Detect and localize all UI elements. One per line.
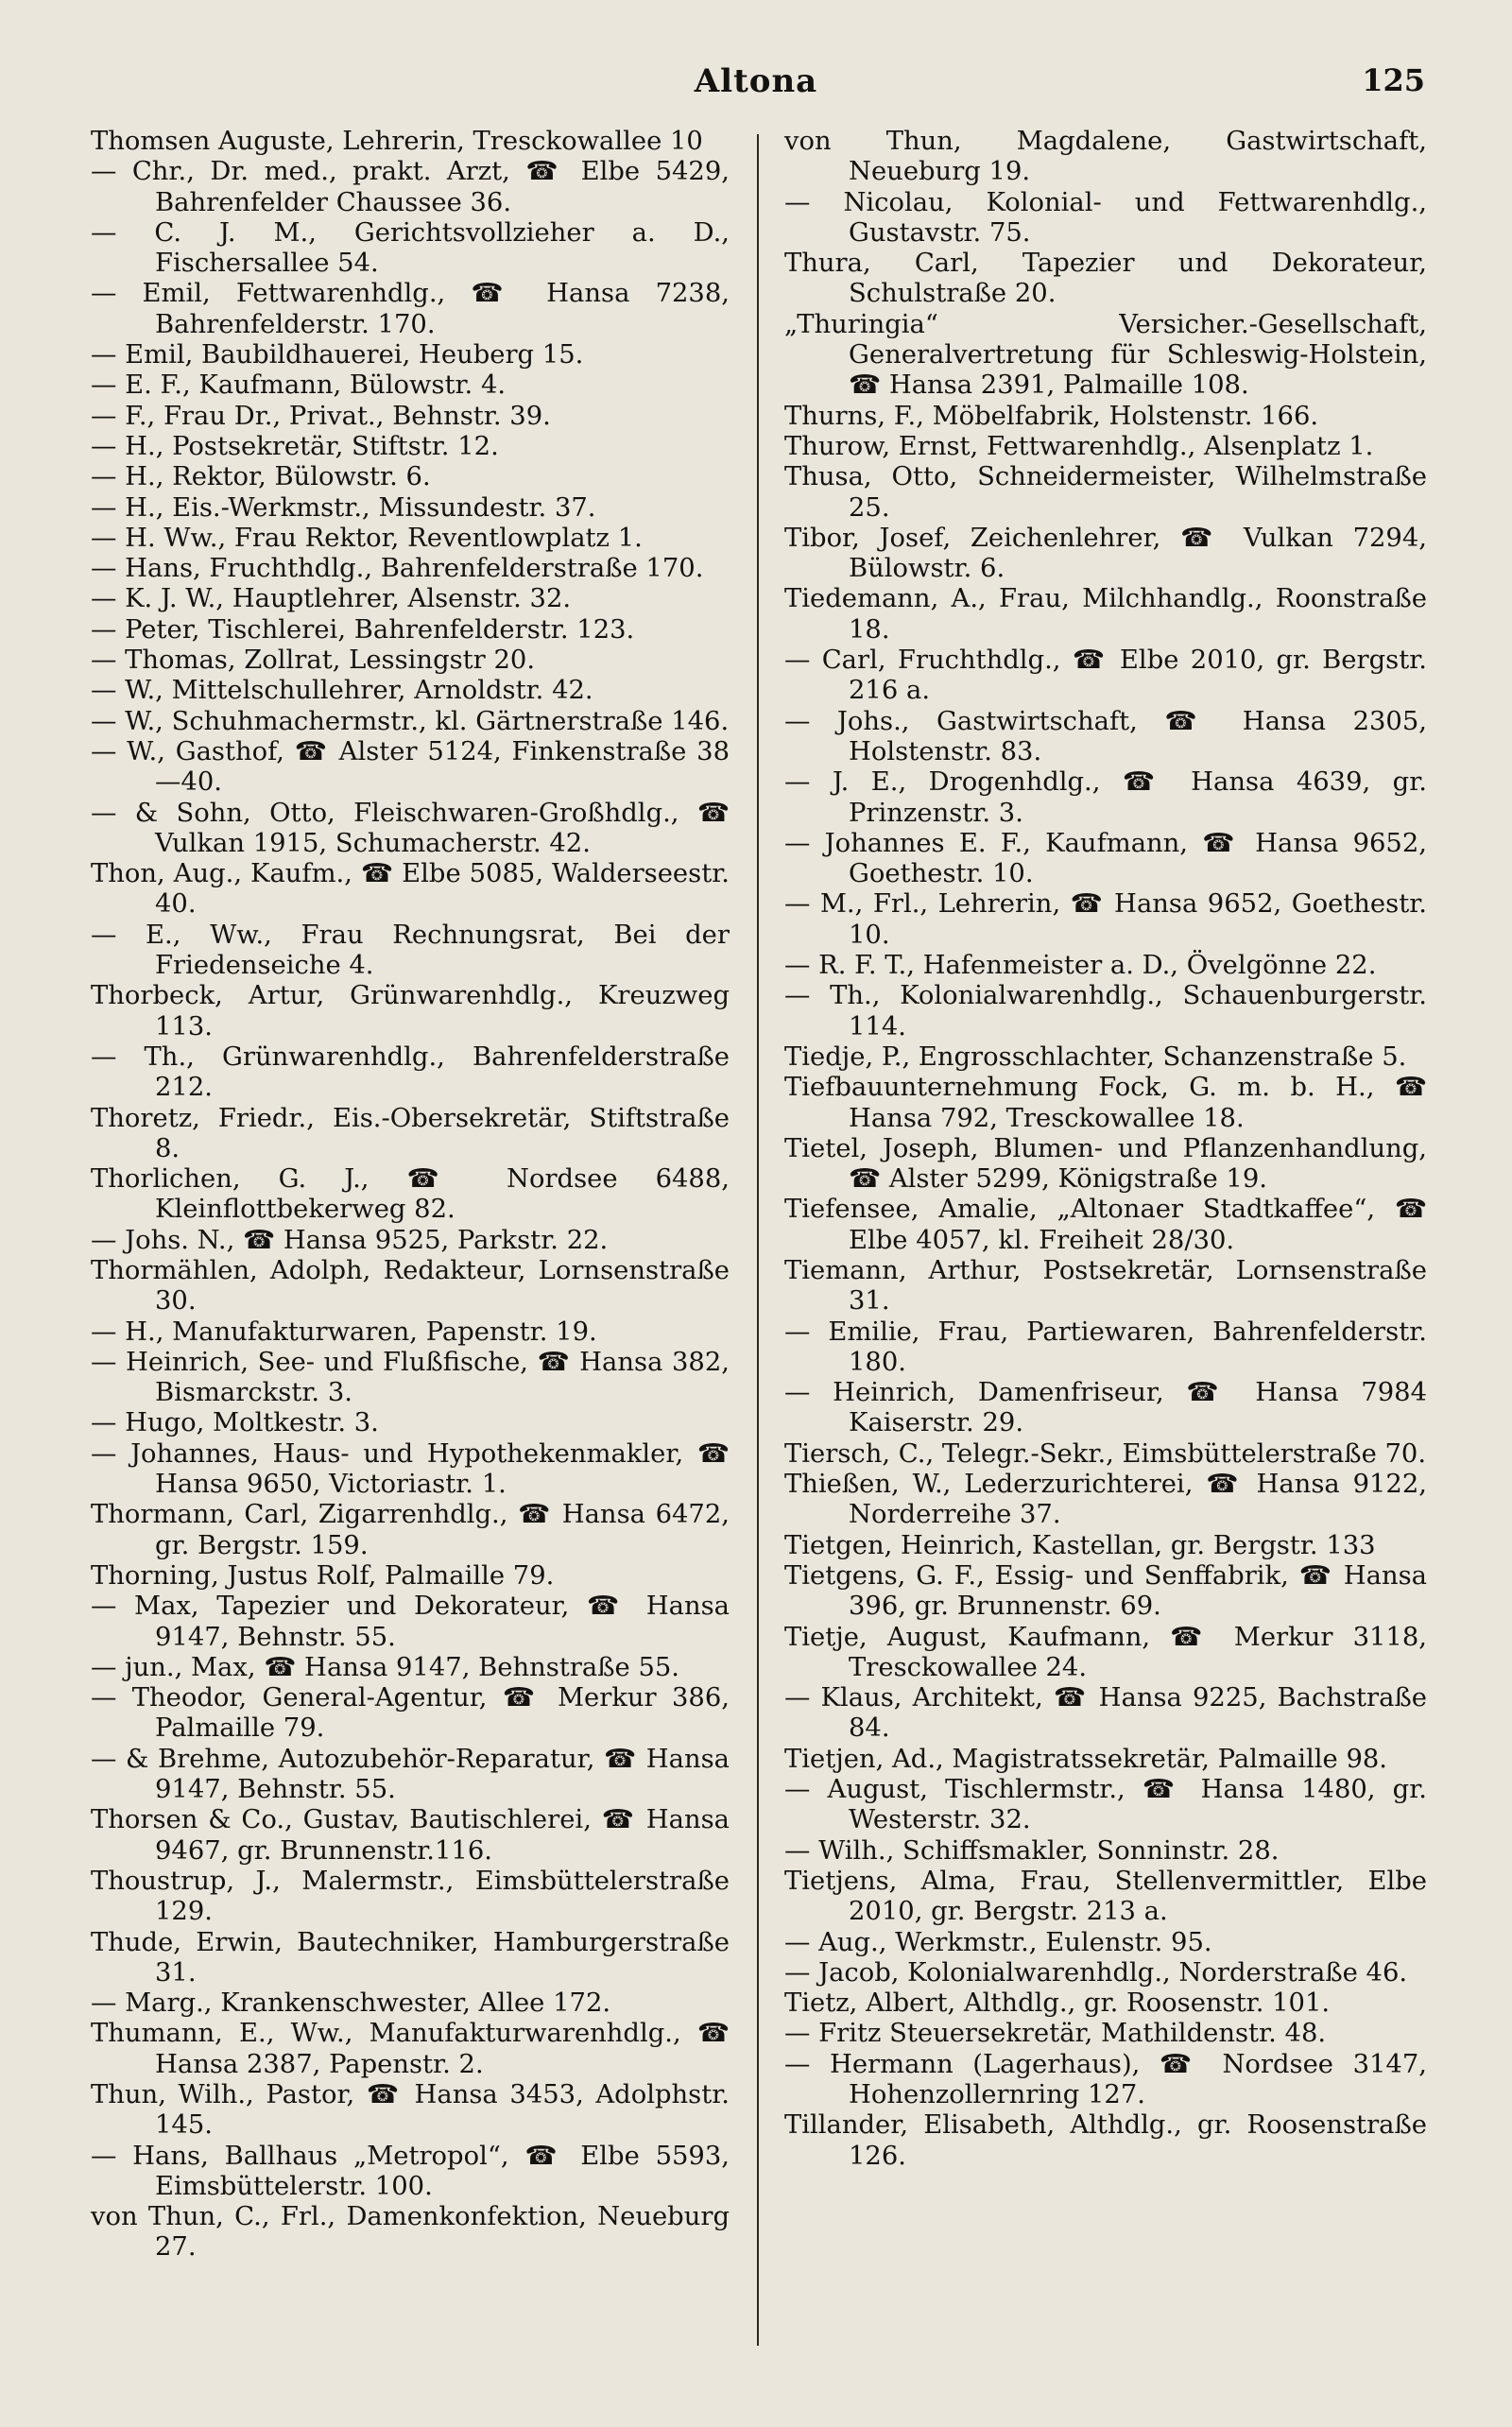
- directory-entry: — W., Schuhmachermstr., kl. Gärtnerstraße 146.: [91, 706, 730, 736]
- directory-entry: Tiefensee, Amalie, „Altonaer Stadtkaffee“, ☎ Elbe 4057, kl. Freiheit 28/30.: [784, 1195, 1427, 1255]
- directory-entry: — Johs., Gastwirtschaft, ☎ Hansa 2305, Holstenstr. 83.: [784, 706, 1427, 766]
- directory-entry: Thoustrup, J., Malermstr., Eimsbüttelerstraße 129.: [91, 1866, 730, 1927]
- directory-entry: — August, Tischlermstr., ☎ Hansa 1480, gr. Westerstr. 32.: [784, 1775, 1427, 1835]
- directory-entry: — Hans, Fruchthdlg., Bahrenfelderstraße 170.: [91, 554, 704, 584]
- directory-entry: — jun., Max, ☎ Hansa 9147, Behnstraße 55.: [91, 1652, 680, 1682]
- directory-entry: — Fritz Steuersekretär, Mathildenstr. 48.: [784, 2019, 1327, 2049]
- directory-entry: — Hermann (Lagerhaus), ☎ Nordsee 3147, Hohenzollernring 127.: [784, 2049, 1427, 2109]
- directory-entry: Thorbeck, Artur, Grünwarenhdlg., Kreuzweg 113.: [91, 981, 730, 1041]
- directory-entry: Tiersch, C., Telegr.-Sekr., Eimsbüttelerstraße 70.: [784, 1438, 1427, 1469]
- directory-entry: von Thun, C., Frl., Damenkonfektion, Neueburg 27.: [91, 2202, 730, 2263]
- directory-entry: Thurow, Ernst, Fettwarenhdlg., Alsenplatz 1.: [784, 431, 1374, 461]
- directory-entry: — & Sohn, Otto, Fleischwaren-Großhdlg., ☎ Vulkan 1915, Schumacherstr. 42.: [91, 798, 730, 858]
- directory-entry: Tibor, Josef, Zeichenlehrer, ☎ Vulkan 7294, Bülowstr. 6.: [784, 523, 1427, 584]
- directory-entry: — Carl, Fruchthdlg., ☎ Elbe 2010, gr. Bergstr. 216 a.: [784, 645, 1427, 706]
- directory-entry: — H., Eis.-Werkmstr., Missundestr. 37.: [91, 492, 596, 523]
- directory-entry: — Emil, Fettwarenhdlg., ☎ Hansa 7238, Bahrenfelderstr. 170.: [91, 279, 730, 339]
- directory-entry: — H., Rektor, Bülowstr. 6.: [91, 462, 431, 492]
- directory-entry: Thormählen, Adolph, Redakteur, Lornsenstraße 30.: [91, 1255, 730, 1317]
- directory-entry: — Emil, Baubildhauerei, Heuberg 15.: [91, 340, 584, 370]
- directory-entry: — Chr., Dr. med., prakt. Arzt, ☎ Elbe 5429, Bahrenfelder Chaussee 36.: [91, 157, 730, 217]
- directory-entry: — Heinrich, See- und Flußfische, ☎ Hansa 382, Bismarckstr. 3.: [91, 1347, 730, 1408]
- directory-entry: Tiemann, Arthur, Postsekretär, Lornsenstraße 31.: [784, 1255, 1427, 1317]
- directory-entry: — H., Manufakturwaren, Papenstr. 19.: [91, 1317, 597, 1347]
- directory-entry: Tietje, August, Kaufmann, ☎ Merkur 3118, Tresckowallee 24.: [784, 1622, 1427, 1682]
- left-column: [91, 127, 730, 2263]
- directory-entry: — Theodor, General-Agentur, ☎ Merkur 386, Palmaille 79.: [91, 1683, 730, 1744]
- directory-entry: Tietjens, Alma, Frau, Stellenvermittler, Elbe 2010, gr. Bergstr. 213 a.: [784, 1866, 1427, 1927]
- directory-entry: — E., Ww., Frau Rechnungsrat, Bei der Friedenseiche 4.: [91, 920, 730, 981]
- directory-entry: — C. J. M., Gerichtsvollzieher a. D., Fischersallee 54.: [91, 217, 730, 279]
- directory-entry: — Marg., Krankenschwester, Allee 172.: [91, 1988, 611, 2019]
- directory-entry: Tiedje, P., Engrosschlachter, Schanzenstraße 5.: [784, 1041, 1407, 1072]
- directory-entry: Thurns, F., Möbelfabrik, Holstenstr. 166.: [784, 401, 1319, 431]
- directory-entry: Thorsen & Co., Gustav, Bautischlerei, ☎ Hansa 9467, gr. Brunnenstr.116.: [91, 1805, 730, 1866]
- directory-entry: Thormann, Carl, Zigarrenhdlg., ☎ Hansa 6472, gr. Bergstr. 159.: [91, 1500, 730, 1560]
- column-divider: [757, 134, 759, 2346]
- directory-entry: — K. J. W., Hauptlehrer, Alsenstr. 32.: [91, 584, 572, 614]
- directory-entry: „Thuringia“ Versicher.-Gesellschaft, Generalvertretung für Schleswig-Holstein, ☎ Hansa 2391, Palmaille 108.: [784, 309, 1427, 401]
- directory-entry: — Jacob, Kolonialwarenhdlg., Norderstraße 46.: [784, 1957, 1408, 1988]
- directory-entry: — Johannes E. F., Kaufmann, ☎ Hansa 9652, Goethestr. 10.: [784, 828, 1427, 889]
- directory-entry: — Aug., Werkmstr., Eulenstr. 95.: [784, 1927, 1212, 1957]
- page-header: [0, 62, 1512, 104]
- directory-entry: Thorlichen, G. J., ☎ Nordsee 6488, Kleinflottbekerweg 82.: [91, 1164, 730, 1225]
- directory-entry: — H. Ww., Frau Rektor, Reventlowplatz 1.: [91, 523, 643, 553]
- directory-entry: Thoretz, Friedr., Eis.-Obersekretär, Stiftstraße 8.: [91, 1103, 730, 1163]
- directory-entry: — Thomas, Zollrat, Lessingstr 20.: [91, 645, 536, 676]
- right-column: [784, 127, 1427, 2172]
- directory-entry: Thun, Wilh., Pastor, ☎ Hansa 3453, Adolphstr. 145.: [91, 2080, 730, 2141]
- directory-entry: — J. E., Drogenhdlg., ☎ Hansa 4639, gr. Prinzenstr. 3.: [784, 767, 1427, 828]
- directory-entry: Tietgen, Heinrich, Kastellan, gr. Bergstr. 133: [784, 1530, 1376, 1560]
- directory-entry: — & Brehme, Autozubehör-Reparatur, ☎ Hansa 9147, Behnstr. 55.: [91, 1744, 730, 1805]
- directory-entry: Thumann, E., Ww., Manufakturwarenhdlg., ☎ Hansa 2387, Papenstr. 2.: [91, 2019, 730, 2079]
- directory-entry: — Nicolau, Kolonial- und Fettwarenhdlg., Gustavstr. 75.: [784, 187, 1427, 248]
- directory-entry: — Emilie, Frau, Partiewaren, Bahrenfelderstr. 180.: [784, 1317, 1427, 1377]
- directory-entry: Tiefbauunternehmung Fock, G. m. b. H., ☎ Hansa 792, Tresckowallee 18.: [784, 1073, 1427, 1133]
- directory-entry: — Johannes, Haus- und Hypothekenmakler, ☎ Hansa 9650, Victoriastr. 1.: [91, 1438, 730, 1500]
- directory-entry: — Wilh., Schiffsmakler, Sonninstr. 28.: [784, 1835, 1280, 1866]
- city-heading: Altona: [694, 62, 818, 100]
- directory-entry: Tietel, Joseph, Blumen- und Pflanzenhandlung, ☎ Alster 5299, Königstraße 19.: [784, 1133, 1427, 1195]
- directory-entry: Tietjen, Ad., Magistratssekretär, Palmaille 98.: [784, 1744, 1388, 1774]
- directory-entry: Tietz, Albert, Althdlg., gr. Roosenstr. 101.: [784, 1988, 1331, 2019]
- directory-entry: Thießen, W., Lederzurichterei, ☎ Hansa 9122, Norderreihe 37.: [784, 1470, 1427, 1530]
- directory-entry: — W., Gasthof, ☎ Alster 5124, Finkenstraße 38—40.: [91, 736, 730, 798]
- page-number: 125: [1362, 62, 1425, 98]
- directory-entry: — Th., Grünwarenhdlg., Bahrenfelderstraße 212.: [91, 1041, 730, 1103]
- directory-entry: Tiedemann, A., Frau, Milchhandlg., Roonstraße 18.: [784, 584, 1427, 645]
- directory-entry: — E. F., Kaufmann, Bülowstr. 4.: [91, 370, 507, 401]
- directory-entry: — Klaus, Architekt, ☎ Hansa 9225, Bachstraße 84.: [784, 1683, 1427, 1744]
- directory-entry: von Thun, Magdalene, Gastwirtschaft, Neueburg 19.: [784, 127, 1427, 187]
- directory-entry: — Th., Kolonialwarenhdlg., Schauenburgerstr. 114.: [784, 981, 1427, 1041]
- directory-entry: — R. F. T., Hafenmeister a. D., Övelgönne 22.: [784, 951, 1377, 981]
- directory-entry: — Max, Tapezier und Dekorateur, ☎ Hansa 9147, Behnstr. 55.: [91, 1592, 730, 1652]
- directory-entry: Thude, Erwin, Bautechniker, Hamburgerstraße 31.: [91, 1927, 730, 1988]
- directory-entry: — Johs. N., ☎ Hansa 9525, Parkstr. 22.: [91, 1225, 609, 1255]
- directory-entry: — Hans, Ballhaus „Metropol“, ☎ Elbe 5593, Eimsbüttelerstr. 100.: [91, 2141, 730, 2201]
- directory-entry: Thomsen Auguste, Lehrerin, Tresckowallee 10: [91, 127, 703, 156]
- directory-entry: Thusa, Otto, Schneidermeister, Wilhelmstraße 25.: [784, 462, 1427, 523]
- directory-entry: — W., Mittelschullehrer, Arnoldstr. 42.: [91, 676, 593, 706]
- directory-entry: — M., Frl., Lehrerin, ☎ Hansa 9652, Goethestr. 10.: [784, 889, 1427, 950]
- directory-entry: — H., Postsekretär, Stiftstr. 12.: [91, 431, 499, 461]
- directory-entry: Tillander, Elisabeth, Althdlg., gr. Roosenstraße 126.: [784, 2110, 1427, 2171]
- directory-entry: — Heinrich, Damenfriseur, ☎ Hansa 7984 Kaiserstr. 29.: [784, 1378, 1427, 1438]
- directory-entry: Thorning, Justus Rolf, Palmaille 79.: [91, 1560, 555, 1591]
- directory-entry: — Hugo, Moltkestr. 3.: [91, 1408, 379, 1438]
- directory-entry: Thura, Carl, Tapezier und Dekorateur, Schulstraße 20.: [784, 249, 1427, 309]
- directory-entry: — F., Frau Dr., Privat., Behnstr. 39.: [91, 401, 551, 431]
- directory-entry: Thon, Aug., Kaufm., ☎ Elbe 5085, Walderseestr. 40.: [91, 859, 730, 920]
- directory-entry: Tietgens, G. F., Essig- und Senffabrik, ☎ Hansa 396, gr. Brunnenstr. 69.: [784, 1560, 1427, 1622]
- directory-entry: — Peter, Tischlerei, Bahrenfelderstr. 123.: [91, 614, 635, 645]
